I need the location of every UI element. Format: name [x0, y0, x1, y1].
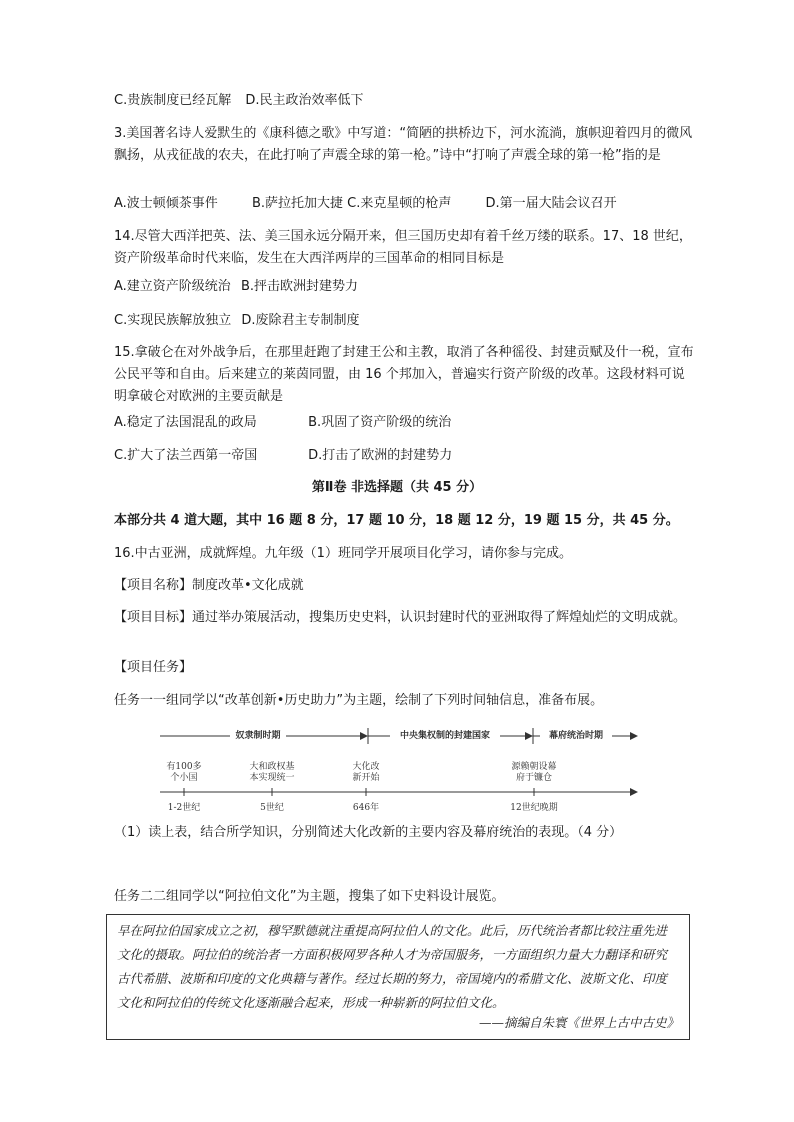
project-goal: 【项目目标】通过举办策展活动，搜集历史史料，认识封建时代的亚洲取得了辉煌灿烂的文明成就。	[114, 610, 687, 625]
period-label-3: 幕府统治时期	[548, 731, 604, 741]
q15-option-b[interactable]: B.巩固了资产阶级的统治	[308, 415, 452, 430]
timeline-axis-arrowhead	[630, 788, 638, 796]
q13-options	[114, 193, 617, 215]
event-3-line-2: 新开始	[352, 773, 380, 783]
source-material-text: 早在阿拉伯国家成立之初，穆罕默德就注重提高阿拉伯人的文化。此后，历代统治者都比较注重先进文化的摄取。阿拉伯的统治者一方面积极网罗各种人才为帝国服务，一方面组织力量大力翻译和研究古代希腊、波斯和印度的文化典籍与著作。经过长期的努力，帝国境内的希腊文化、波斯文化、印度文化和阿拉伯的传统文化逐渐融合起来，形成一种崭新的阿拉伯文化。	[117, 923, 668, 1010]
q13-stem: 3.美国著名诗人爱默生的《康科德之歌》中写道：“简陋的拱桥边下，河水流淌，旗帜迎着四月的微风飘扬，从戎征战的农夫，在此打响了声震全球的第一枪。”诗中“打响了声震全球的第一枪”指的是	[114, 126, 693, 163]
event-2-line-1: 大和政权基	[249, 762, 295, 772]
q12-option-c[interactable]: C.贵族制度已经瓦解	[114, 93, 232, 108]
q16-stem: 16.中古亚洲，成就辉煌。九年级（1）班同学开展项目化学习，请你参与完成。	[114, 546, 572, 561]
task2-text: 任务二二组同学以“阿拉伯文化”为主题，搜集了如下史料设计展览。	[114, 889, 505, 904]
q15-options-cd	[114, 445, 452, 467]
q14-option-b[interactable]: B.抨击欧洲封建势力	[240, 279, 359, 294]
section2-title: 第Ⅱ卷 非选择题（共 45 分）	[311, 480, 483, 495]
period-arrowhead-2	[525, 732, 533, 740]
event-4-line-1: 源赖朝设幕	[511, 762, 557, 772]
date-4: 12世纪晚期	[510, 803, 558, 813]
event-2-line-2: 本实现统一	[249, 773, 295, 783]
q15-option-c[interactable]: C.扩大了法兰西第一帝国	[114, 448, 258, 463]
q14-option-d[interactable]: D.废除君主专制制度	[241, 313, 360, 328]
q14-options-cd	[114, 310, 360, 332]
timeline-diagram	[150, 722, 650, 822]
q15-option-d[interactable]: D.打击了欧洲的封建势力	[308, 448, 453, 463]
q15-option-a[interactable]: A.稳定了法国混乱的政局	[114, 415, 257, 430]
q13-option-d[interactable]: D.第一届大陆会议召开	[485, 196, 617, 211]
event-4-line-2: 府于镰仓	[515, 773, 553, 783]
event-3-line-1: 大化改	[352, 762, 380, 772]
event-1-line-2: 个小国	[170, 773, 198, 783]
event-1-line-1: 有100多	[166, 762, 202, 772]
q12-option-d[interactable]: D.民主政治效率低下	[245, 93, 364, 108]
q14-option-a[interactable]: A.建立资产阶级统治	[114, 279, 231, 294]
q13-option-bc[interactable]: B.萨拉托加大捷 C.来克星顿的枪声	[251, 196, 452, 211]
date-2: 5世纪	[260, 803, 284, 813]
date-3: 646年	[352, 803, 380, 813]
q12-options	[114, 90, 364, 112]
source-material-box	[106, 914, 690, 1040]
period-arrowhead-3	[630, 732, 638, 740]
sub-question-1: （1）读上表，结合所学知识，分别简述大化改新的主要内容及幕府统治的表现。（4 分）	[114, 825, 623, 840]
task1-text: 任务一一组同学以“改革创新•历史助力”为主题，绘制了下列时间轴信息，准备布展。	[114, 693, 604, 708]
period-label-2: 中央集权制的封建国家	[399, 731, 491, 741]
q14-stem: 14.尽管大西洋把英、法、美三国永远分隔开来，但三国历史却有着千丝万缕的联系。17、18 世纪，资产阶级革命时代来临，发生在大西洋两岸的三国革命的相同目标是	[114, 229, 692, 266]
q14-option-c[interactable]: C.实现民族解放独立	[114, 313, 232, 328]
timeline-svg	[150, 722, 650, 822]
period-label-1: 奴隶制时期	[235, 731, 281, 741]
section2-intro: 本部分共 4 道大题，其中 16 题 8 分，17 题 10 分，18 题 12 分，19 题 15 分，共 45 分。	[114, 513, 679, 528]
project-task: 【项目任务】	[114, 660, 193, 675]
q14-options-ab	[114, 276, 358, 298]
q15-stem: 15.拿破仑在对外战争后，在那里赶跑了封建王公和主教，取消了各种徭役、封建贡赋及什一税，宣布公民平等和自由。后来建立的莱茵同盟，由 16 个邦加入，普遍实行资产阶级的改革。这段材料可说明拿破仑对欧洲的主要贡献是	[114, 345, 694, 404]
period-arrowhead-1	[360, 732, 368, 740]
project-name: 【项目名称】制度改革•文化成就	[114, 578, 304, 593]
date-1: 1-2世纪	[167, 803, 201, 813]
source-citation: ——摘编自朱寰《世界上古中古史》	[478, 1015, 679, 1030]
q15-options-ab	[114, 412, 451, 434]
q13-option-a[interactable]: A.波士顿倾茶事件	[114, 196, 218, 211]
